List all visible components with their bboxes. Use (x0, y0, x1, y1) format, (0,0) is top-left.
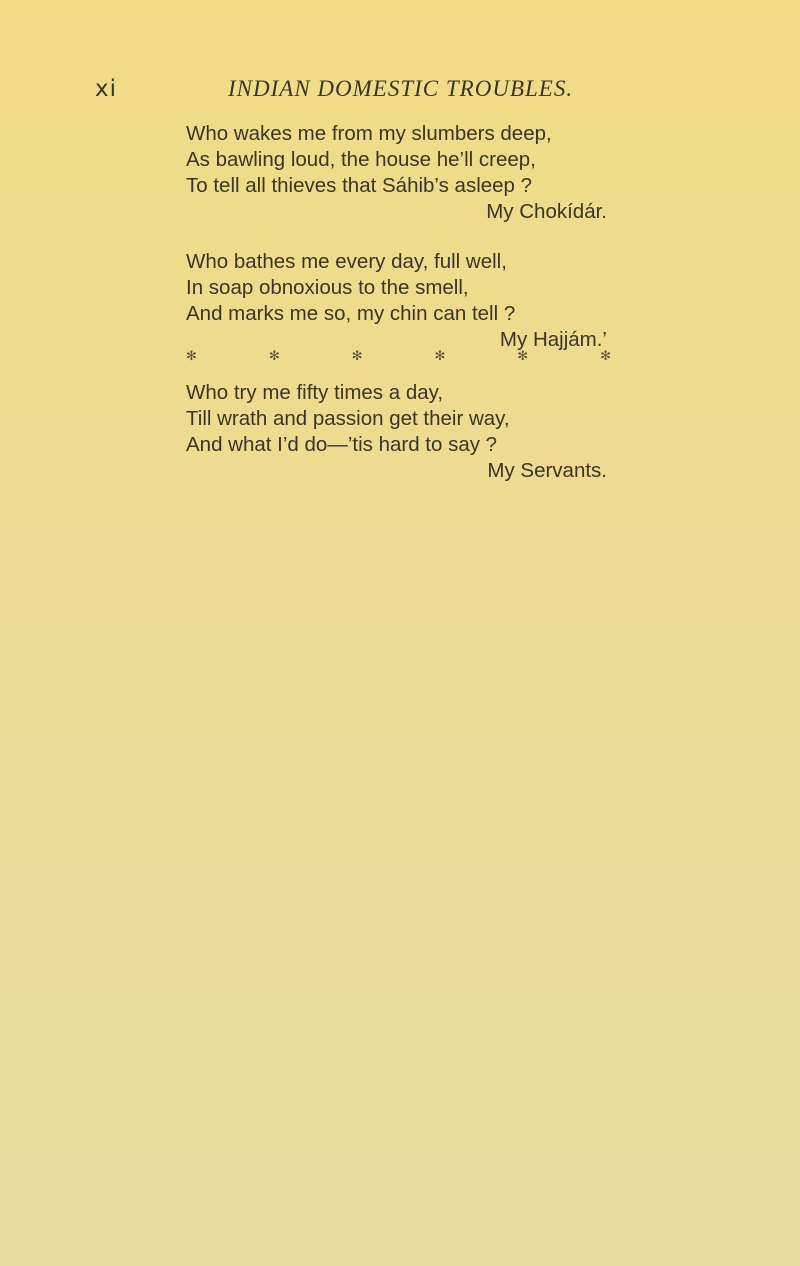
page-header (95, 76, 575, 106)
stanza-1 (186, 121, 606, 225)
poem-line: Who try me fifty times a day, (186, 381, 444, 404)
stanza-refrain: My Servants. (487, 459, 607, 482)
stanza-refrain: My Chokídár. (486, 200, 607, 223)
poem-line: To tell all thieves that Sáhib’s asleep ? (186, 174, 533, 197)
poem-line: Who bathes me every day, full well, (186, 250, 507, 273)
section-break-ornaments (186, 348, 611, 368)
poem-line: In soap obnoxious to the smell, (186, 276, 469, 299)
asterism-icon: ✻ (517, 348, 529, 363)
poem-line: And marks me so, my chin can tell ? (186, 302, 516, 325)
poem-line: Till wrath and passion get their way, (186, 407, 510, 430)
stanza-refrain: My Hajjám.’ (499, 328, 607, 351)
asterism-icon: ✻ (268, 348, 280, 363)
stanza-3 (186, 380, 606, 484)
asterism-icon: ✻ (600, 348, 611, 363)
running-title: INDIAN DOMESTIC TROUBLES. (228, 76, 574, 101)
poem-line: As bawling loud, the house he’ll creep, (186, 148, 536, 171)
asterism-icon: ✻ (351, 348, 363, 363)
page-number: xi (95, 76, 118, 102)
poem-line: Who wakes me from my slumbers deep, (186, 122, 552, 145)
asterism-icon: ✻ (434, 348, 446, 363)
asterism-icon: ✻ (186, 348, 197, 363)
stanza-2 (186, 249, 606, 353)
poem-line: And what I’d do—’tis hard to say ? (186, 433, 498, 456)
poem (186, 121, 606, 377)
